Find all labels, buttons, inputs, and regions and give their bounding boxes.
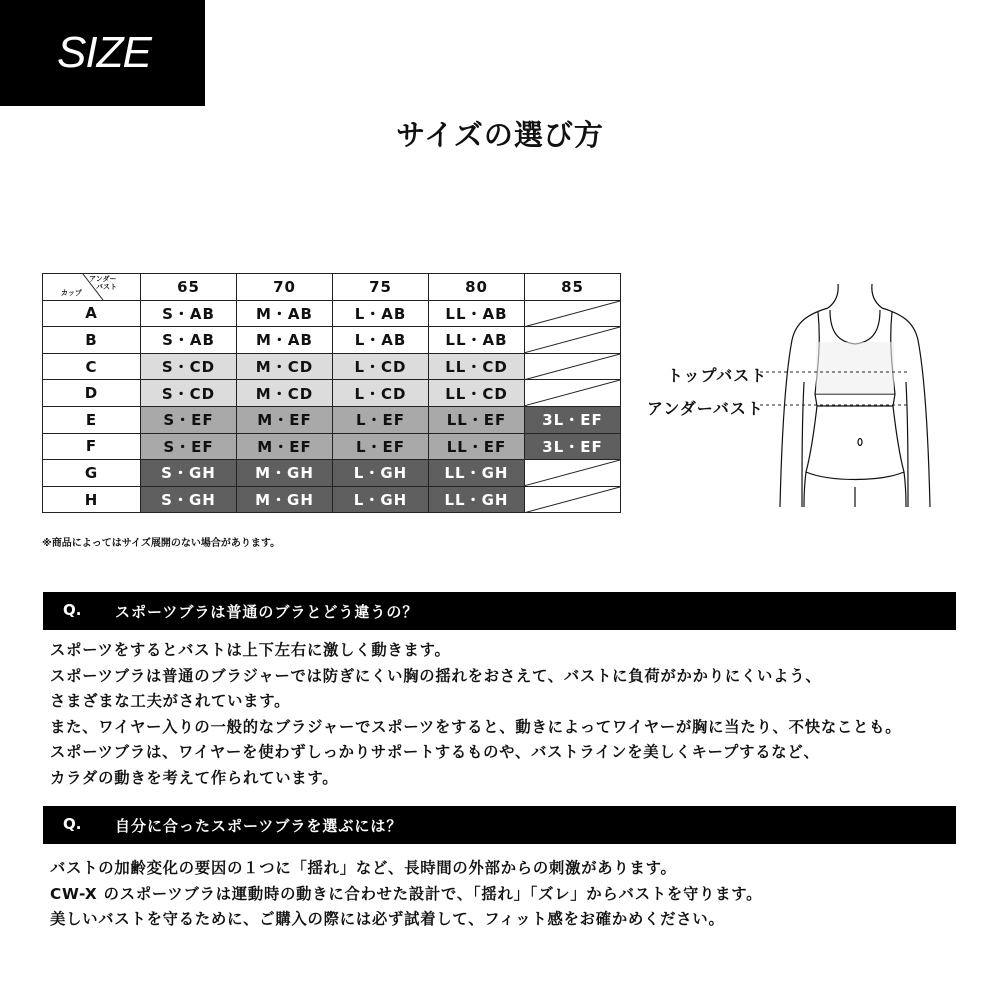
size-cell: M・AB [237, 327, 333, 354]
unavailable-diagonal [525, 487, 620, 513]
table-row [43, 353, 621, 380]
size-cell: S・CD [141, 353, 237, 380]
answer-line: また、ワイヤー入りの一般的なブラジャーでスポーツをすると、動きによってワイヤーが胸に当たり、不快なことも。 [50, 717, 902, 736]
unavailable-diagonal [525, 301, 620, 327]
size-cell: M・GH [237, 486, 333, 513]
size-cell: M・GH [237, 460, 333, 487]
size-cell: S・CD [141, 380, 237, 407]
top-bust-label: トップバスト [667, 366, 768, 385]
cup-label: B [43, 327, 141, 354]
size-cell: M・AB [237, 300, 333, 327]
size-cell: S・AB [141, 327, 237, 354]
size-cell: LL・CD [429, 353, 525, 380]
cup-label: D [43, 380, 141, 407]
qa-q-mark: Q. [63, 601, 82, 619]
size-cell: L・AB [333, 327, 429, 354]
size-cell: LL・GH [429, 460, 525, 487]
cup-label: E [43, 406, 141, 433]
unavailable-diagonal [525, 354, 620, 380]
answer-line: CW-X のスポーツブラは運動時の動きに合わせた設計で、「揺れ」「ズレ」からバストを守ります。 [50, 884, 763, 903]
column-header: 65 [141, 274, 237, 301]
table-header-row [43, 274, 621, 301]
unavailable-cell [525, 353, 621, 380]
bra-fill [816, 342, 894, 394]
size-cell: L・EF [333, 433, 429, 460]
table-row [43, 460, 621, 487]
qa-question: スポーツブラは普通のブラとどう違うの？ [115, 603, 419, 621]
size-cell: M・EF [237, 406, 333, 433]
torso-outline [780, 284, 930, 507]
unavailable-cell [525, 300, 621, 327]
size-cell: L・CD [333, 353, 429, 380]
size-cell: LL・GH [429, 486, 525, 513]
size-cell: S・AB [141, 300, 237, 327]
table-row [43, 486, 621, 513]
column-header: 75 [333, 274, 429, 301]
qa-header-2 [43, 806, 956, 844]
answer-line: スポーツブラは、ワイヤーを使わずしっかりサポートするものや、バストラインを美しくキープするなど、 [50, 743, 820, 761]
table-note: ※商品によってはサイズ展開のない場合があります。 [42, 538, 281, 549]
qa-answer-2 [50, 856, 762, 933]
body-illustration [760, 282, 960, 512]
size-cell: M・CD [237, 353, 333, 380]
column-header: 80 [429, 274, 525, 301]
cup-label: C [43, 353, 141, 380]
size-cell: 3L・EF [525, 406, 621, 433]
cup-label: H [43, 486, 141, 513]
size-cell: L・GH [333, 486, 429, 513]
table-row [43, 327, 621, 354]
table-row [43, 380, 621, 407]
answer-line: さまざまな工夫がされています。 [50, 692, 291, 710]
cup-label: F [43, 433, 141, 460]
size-cell: S・EF [141, 433, 237, 460]
unavailable-cell [525, 460, 621, 487]
size-badge [0, 0, 205, 106]
qa-answer-1 [50, 638, 901, 791]
cup-label: G [43, 460, 141, 487]
size-cell: M・EF [237, 433, 333, 460]
table-row [43, 406, 621, 433]
page-title: サイズの選び方 [396, 118, 604, 152]
qa-question: 自分に合ったスポーツブラを選ぶには？ [115, 817, 403, 835]
answer-line: スポーツブラは普通のブラジャーでは防ぎにくい胸の揺れをおさえて、バストに負荷がかかりにくいよう、 [50, 666, 822, 685]
qa-header-1 [43, 592, 956, 630]
size-cell: LL・AB [429, 327, 525, 354]
size-cell: S・EF [141, 406, 237, 433]
unavailable-diagonal [525, 460, 620, 486]
answer-line: 美しいバストを守るために、ご購入の際には必ず試着して、フィット感をお確かめください。 [50, 910, 725, 928]
size-cell: LL・AB [429, 300, 525, 327]
corner-label-under-bust: アンダー バスト [89, 275, 117, 291]
size-cell: 3L・EF [525, 433, 621, 460]
unavailable-diagonal [525, 327, 620, 353]
size-cell: S・GH [141, 486, 237, 513]
cup-label: A [43, 300, 141, 327]
unavailable-diagonal [525, 380, 620, 406]
answer-line: カラダの動きを考えて作られています。 [50, 768, 339, 787]
under-bust-label: アンダーバスト [647, 399, 764, 418]
column-header: 70 [237, 274, 333, 301]
unavailable-cell [525, 327, 621, 354]
size-cell: LL・EF [429, 433, 525, 460]
qa-q-mark: Q. [63, 815, 82, 833]
table-row [43, 433, 621, 460]
size-cell: M・CD [237, 380, 333, 407]
size-cell: L・CD [333, 380, 429, 407]
size-badge-label: SIZE [57, 28, 151, 77]
column-header: 85 [525, 274, 621, 301]
corner-label-cup: カップ [61, 289, 82, 297]
size-cell: S・GH [141, 460, 237, 487]
size-cell: LL・CD [429, 380, 525, 407]
answer-line: バストの加齢変化の要因の１つに「揺れ」など、長時間の外部からの刺激があります。 [50, 859, 677, 877]
answer-line: スポーツをするとバストは上下左右に激しく動きます。 [50, 641, 451, 659]
size-cell: L・GH [333, 460, 429, 487]
size-table [42, 273, 621, 513]
unavailable-cell [525, 486, 621, 513]
table-row [43, 300, 621, 327]
size-cell: L・AB [333, 300, 429, 327]
size-cell: LL・EF [429, 406, 525, 433]
size-cell: L・EF [333, 406, 429, 433]
unavailable-cell [525, 380, 621, 407]
table-corner [43, 274, 141, 301]
